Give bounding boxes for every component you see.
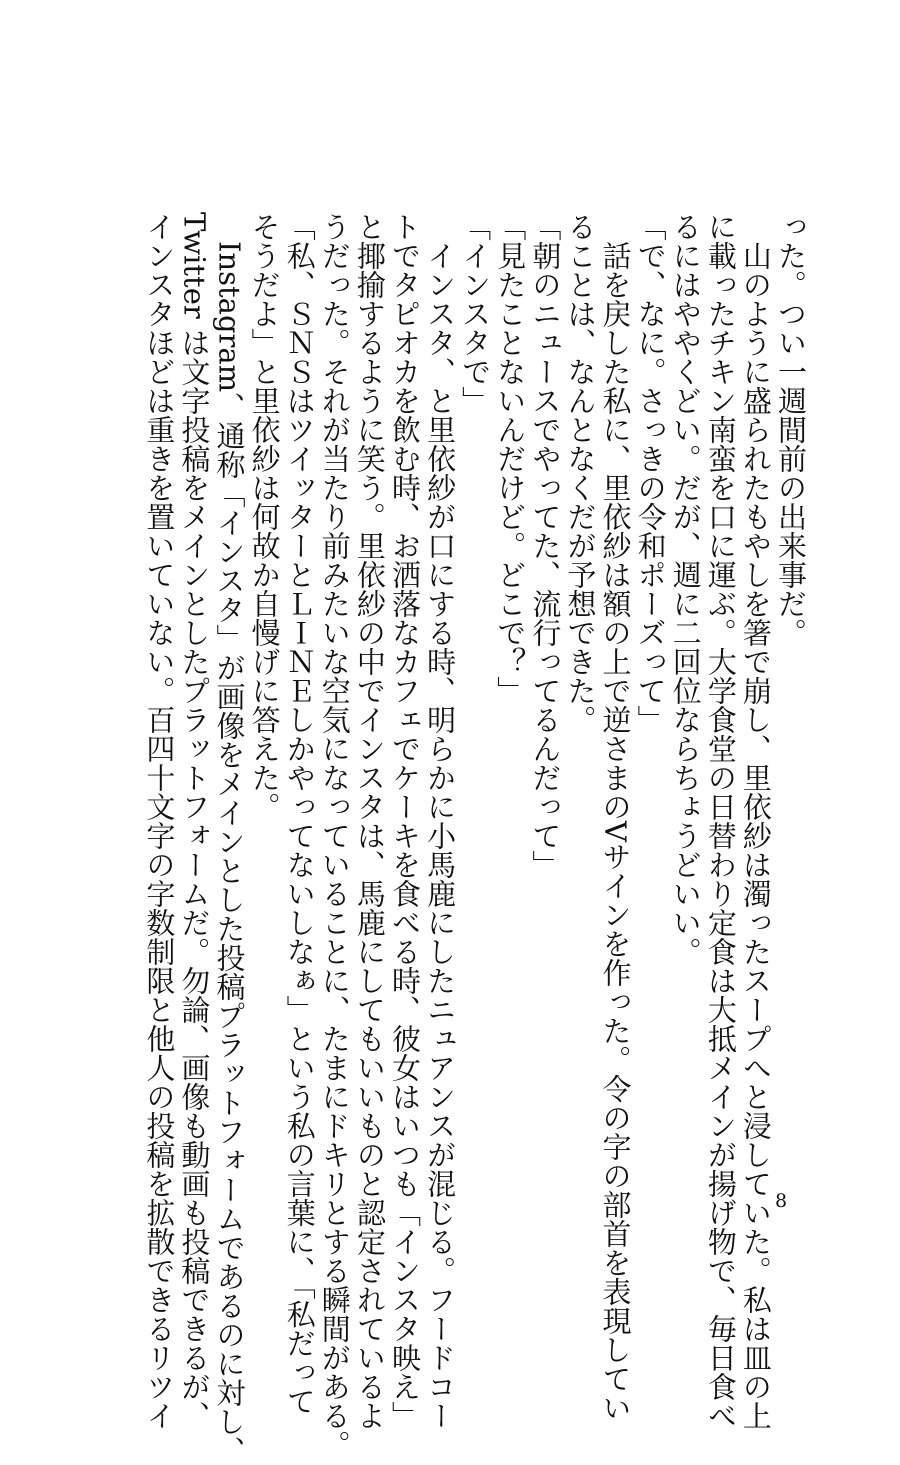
text-line: った。つい一週間前の出来事だ。 bbox=[774, 212, 808, 647]
text-line: に載ったチキン南蛮を口に運ぶ。大学食堂の日替わり定食は大抵メインが揚げ物で、毎日食べ bbox=[703, 212, 738, 1430]
text-line: 山のように盛られたもやしを箸で崩し、里依紗は濁ったスープへと浸していた。私は皿の上 bbox=[738, 212, 773, 1430]
text-line: Twitter は文字投稿をメインとしたプラットフォームだ。勿論、画像も動画も投稿できるが、 bbox=[177, 212, 212, 1430]
text-line: 「私、ＳＮＳはツイッターとＬＩＮＥしかやってないしなぁ」という私の言葉に、「私だって bbox=[282, 212, 317, 1416]
text-line: インスタ、と里依紗が口にする時、明らかに小馬鹿にしたニュアンスが混じる。フードコー bbox=[423, 212, 458, 1430]
page-number: 8 bbox=[774, 1190, 788, 1212]
text-line: うだった。それが当たり前みたいな空気になっていることに、たまにドキリとする瞬間がある。 bbox=[317, 212, 352, 1459]
text-line: Instagram、通称「インスタ」が画像をメインとした投稿プラットフォームであるのに対し、 bbox=[212, 212, 247, 1465]
text-line: インスタほどは重きを置いていない。百四十文字の字数制限と他人の投稿を拡散できるリツイ bbox=[142, 212, 177, 1430]
text-line: 「インスタで」 bbox=[458, 212, 493, 415]
text-line: 「朝のニュースでやってた、流行ってるんだって」 bbox=[528, 212, 563, 879]
text-line: るにはややくどい。だが、週に二回位ならちょうどいい。 bbox=[668, 212, 703, 966]
text-line: 話を戻した私に、里依紗は額の上で逆さまのVサインを作った。令の字の部首を表現してい bbox=[598, 212, 633, 1422]
text-line: 「見たことないんだけど。どこで？」 bbox=[493, 212, 528, 705]
text-line: ることは、なんとなくだが予想できた。 bbox=[563, 212, 598, 734]
text-line: トでタピオカを飲む時、お洒落なカフェでケーキを食べる時、彼女はいつも「インスタ映え」 bbox=[387, 212, 422, 1430]
text-line: そうだよ」と里依紗は何故か自慢げに答えた。 bbox=[247, 212, 282, 821]
text-line: 「で、なに。さっきの令和ポーズって」 bbox=[633, 212, 668, 734]
vertical-text-block bbox=[88, 212, 808, 1465]
text-line: と揶揄するように笑う。里依紗の中でインスタは、馬鹿にしてもいいものと認定されているよ bbox=[352, 212, 387, 1430]
